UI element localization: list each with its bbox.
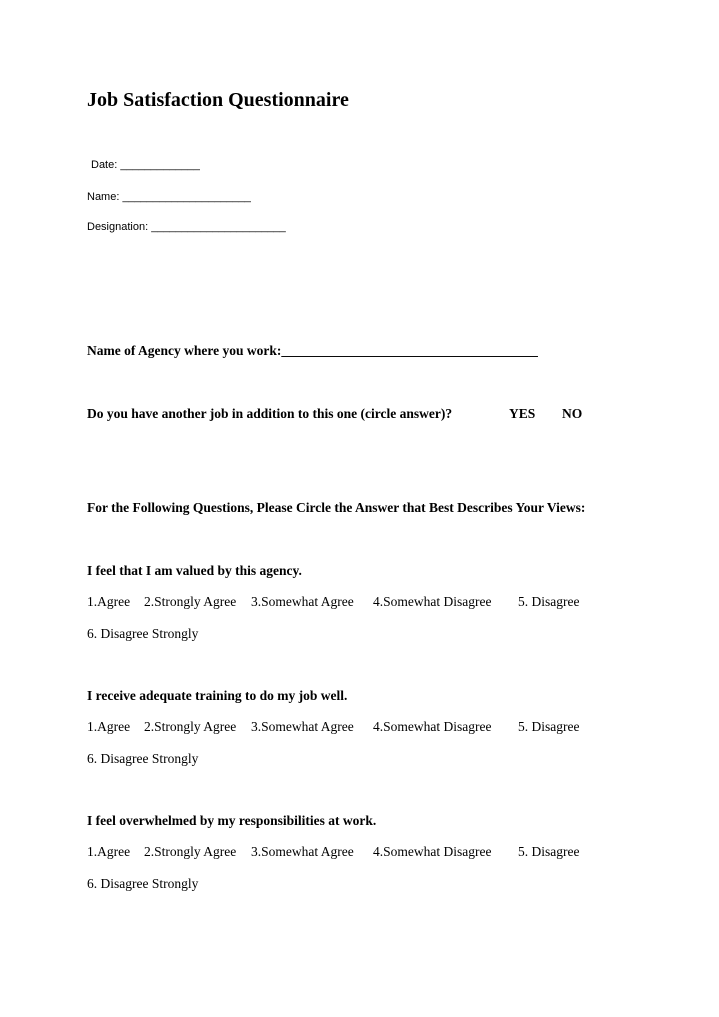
option-agree[interactable]: 1.Agree [87,844,131,859]
option-somewhat-disagree[interactable]: 4.Somewhat Disagree [373,594,492,609]
option-somewhat-agree[interactable]: 3.Somewhat Agree [251,594,354,609]
option-disagree-strongly[interactable]: 6. Disagree Strongly [87,751,199,766]
date-field[interactable]: Date: _____________ [91,159,200,171]
option-somewhat-agree[interactable]: 3.Somewhat Agree [251,719,354,734]
option-disagree-strongly[interactable]: 6. Disagree Strongly [87,876,199,891]
option-somewhat-disagree[interactable]: 4.Somewhat Disagree [373,844,492,859]
option-strongly-agree[interactable]: 2.Strongly Agree [144,844,237,859]
answer-yes[interactable]: YES [509,406,536,421]
option-strongly-agree[interactable]: 2.Strongly Agree [144,594,237,609]
name-field[interactable]: Name: _____________________ [87,191,251,203]
option-somewhat-agree[interactable]: 3.Somewhat Agree [251,844,354,859]
instructions-text: For the Following Questions, Please Circle the Answer that Best Describes Your Views: [87,500,586,515]
option-disagree-strongly[interactable]: 6. Disagree Strongly [87,626,199,641]
answer-no[interactable]: NO [562,406,583,421]
option-strongly-agree[interactable]: 2.Strongly Agree [144,719,237,734]
option-disagree[interactable]: 5. Disagree [518,719,580,734]
question-1: I feel that I am valued by this agency. [87,563,302,578]
question-3-options [87,844,687,862]
question-3: I feel overwhelmed by my responsibilities at work. [87,813,377,828]
option-agree[interactable]: 1.Agree [87,594,131,609]
page-title: Job Satisfaction Questionnaire [87,89,349,111]
option-disagree[interactable]: 5. Disagree [518,594,580,609]
question-2: I receive adequate training to do my job well. [87,688,348,703]
option-somewhat-disagree[interactable]: 4.Somewhat Disagree [373,719,492,734]
agency-name-field[interactable]: Name of Agency where you work:______________________________________ [87,343,538,358]
option-disagree[interactable]: 5. Disagree [518,844,580,859]
question-2-options [87,719,687,737]
another-job-question: Do you have another job in addition to this one (circle answer)? [87,406,453,421]
question-1-options [87,594,687,612]
option-agree[interactable]: 1.Agree [87,719,131,734]
designation-field[interactable]: Designation: ______________________ [87,221,286,233]
